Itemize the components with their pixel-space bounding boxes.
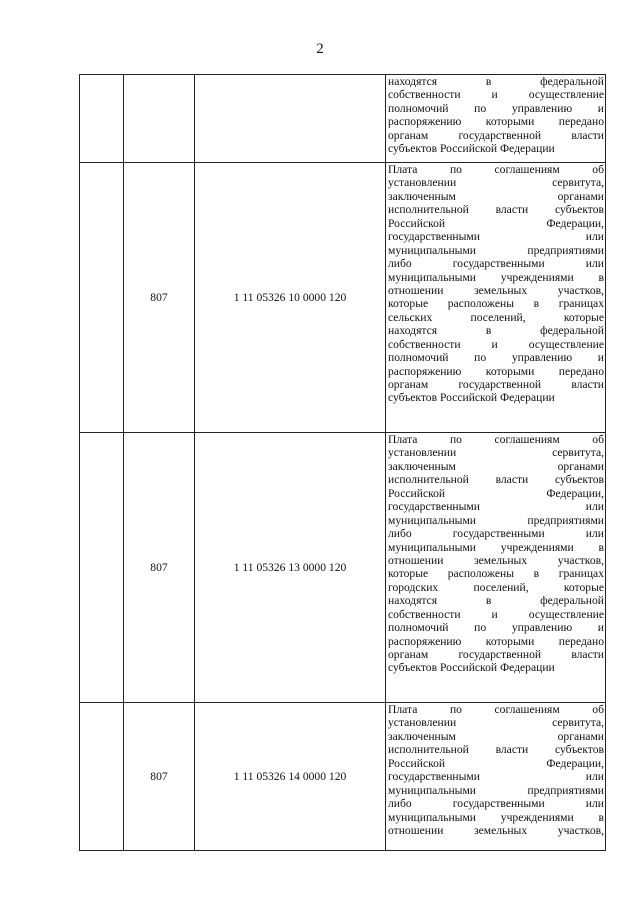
table-row (80, 703, 606, 851)
description-line: муниципальными учреждениями в (388, 270, 604, 284)
description-line: субъектов Российской Федерации (388, 661, 555, 675)
description-line: полномочий по управлению и (388, 351, 604, 365)
description-line: государственными или (388, 770, 604, 784)
description-line: исполнительной власти субъектов (388, 203, 604, 217)
description-line: Российской Федерации, (388, 486, 604, 500)
description-line: установлении сервитута, (388, 446, 604, 460)
description-line: муниципальными предприятиями (388, 513, 604, 527)
admin-code-cell: 807 (124, 433, 195, 703)
description-line: заключенным органами (388, 459, 604, 473)
description-line: Российской Федерации, (388, 216, 604, 230)
description-line: муниципальными учреждениями в (388, 540, 604, 554)
description-line: заключенным органами (388, 189, 604, 203)
income-code-cell: 1 11 05326 13 0000 120 (195, 433, 386, 703)
description-line: государственными или (388, 500, 604, 514)
description-line: установлении сервитута, (388, 176, 604, 190)
description-line: распоряжению которыми передано (388, 634, 604, 648)
income-description-cell (386, 703, 606, 851)
income-description-cell (386, 75, 606, 163)
admin-code-cell: 807 (124, 703, 195, 851)
description-line: органам государственной власти (388, 378, 604, 391)
description-line: установлении сервитута, (388, 716, 604, 730)
description-line: заключенным органами (388, 729, 604, 743)
row-number-cell (80, 433, 124, 703)
description-line: исполнительной власти субъектов (388, 473, 604, 487)
row-number-cell (80, 163, 124, 433)
admin-code-cell (124, 75, 195, 163)
income-code-cell: 1 11 05326 10 0000 120 (195, 163, 386, 433)
table-row (80, 433, 606, 703)
table-row (80, 75, 606, 163)
table-row (80, 163, 606, 433)
description-line: собственности и осуществление (388, 88, 604, 102)
description-line: сельских поселений, которые (388, 310, 604, 324)
description-line: муниципальными предприятиями (388, 243, 604, 257)
description-line: Российской Федерации, (388, 756, 604, 770)
description-line: муниципальными предприятиями (388, 783, 604, 797)
description-line: распоряжению которыми передано (388, 364, 604, 378)
description-line: находятся в федеральной (388, 594, 604, 608)
description-line: Плата по соглашениям об (388, 703, 604, 716)
description-line: отношении земельных участков, (388, 283, 604, 297)
description-line: отношении земельных участков, (388, 823, 604, 837)
description-line: либо государственными или (388, 797, 604, 811)
description-line: либо государственными или (388, 527, 604, 541)
description-line: Плата по соглашениям об (388, 163, 604, 176)
admin-code-cell: 807 (124, 163, 195, 433)
row-number-cell (80, 703, 124, 851)
description-line: государственными или (388, 230, 604, 244)
description-line: собственности и осуществление (388, 337, 604, 351)
description-line: органам государственной власти (388, 128, 604, 142)
description-line: субъектов Российской Федерации (388, 391, 555, 405)
description-line: муниципальными учреждениями в (388, 810, 604, 824)
description-line: которые расположены в границах (388, 297, 604, 311)
income-description-cell (386, 163, 606, 433)
description-line: Плата по соглашениям об (388, 433, 604, 446)
description-line: органам государственной власти (388, 648, 604, 661)
income-code-cell: 1 11 05326 14 0000 120 (195, 703, 386, 851)
description-line: которые расположены в границах (388, 567, 604, 581)
description-line: полномочий по управлению и (388, 621, 604, 635)
page-number: 2 (316, 41, 324, 57)
row-number-cell (80, 75, 124, 163)
table-body (80, 75, 606, 851)
income-code-cell (195, 75, 386, 163)
description-line: либо государственными или (388, 257, 604, 271)
description-line: городских поселений, которые (388, 580, 604, 594)
description-line: субъектов Российской Федерации (388, 142, 555, 156)
description-line: отношении земельных участков, (388, 553, 604, 567)
description-line: распоряжению которыми передано (388, 115, 604, 129)
income-codes-table (79, 74, 606, 851)
description-line: исполнительной власти субъектов (388, 743, 604, 757)
income-description-cell (386, 433, 606, 703)
description-line: полномочий по управлению и (388, 101, 604, 115)
description-line: собственности и осуществление (388, 607, 604, 621)
description-line: находятся в федеральной (388, 75, 604, 88)
description-line: находятся в федеральной (388, 324, 604, 338)
